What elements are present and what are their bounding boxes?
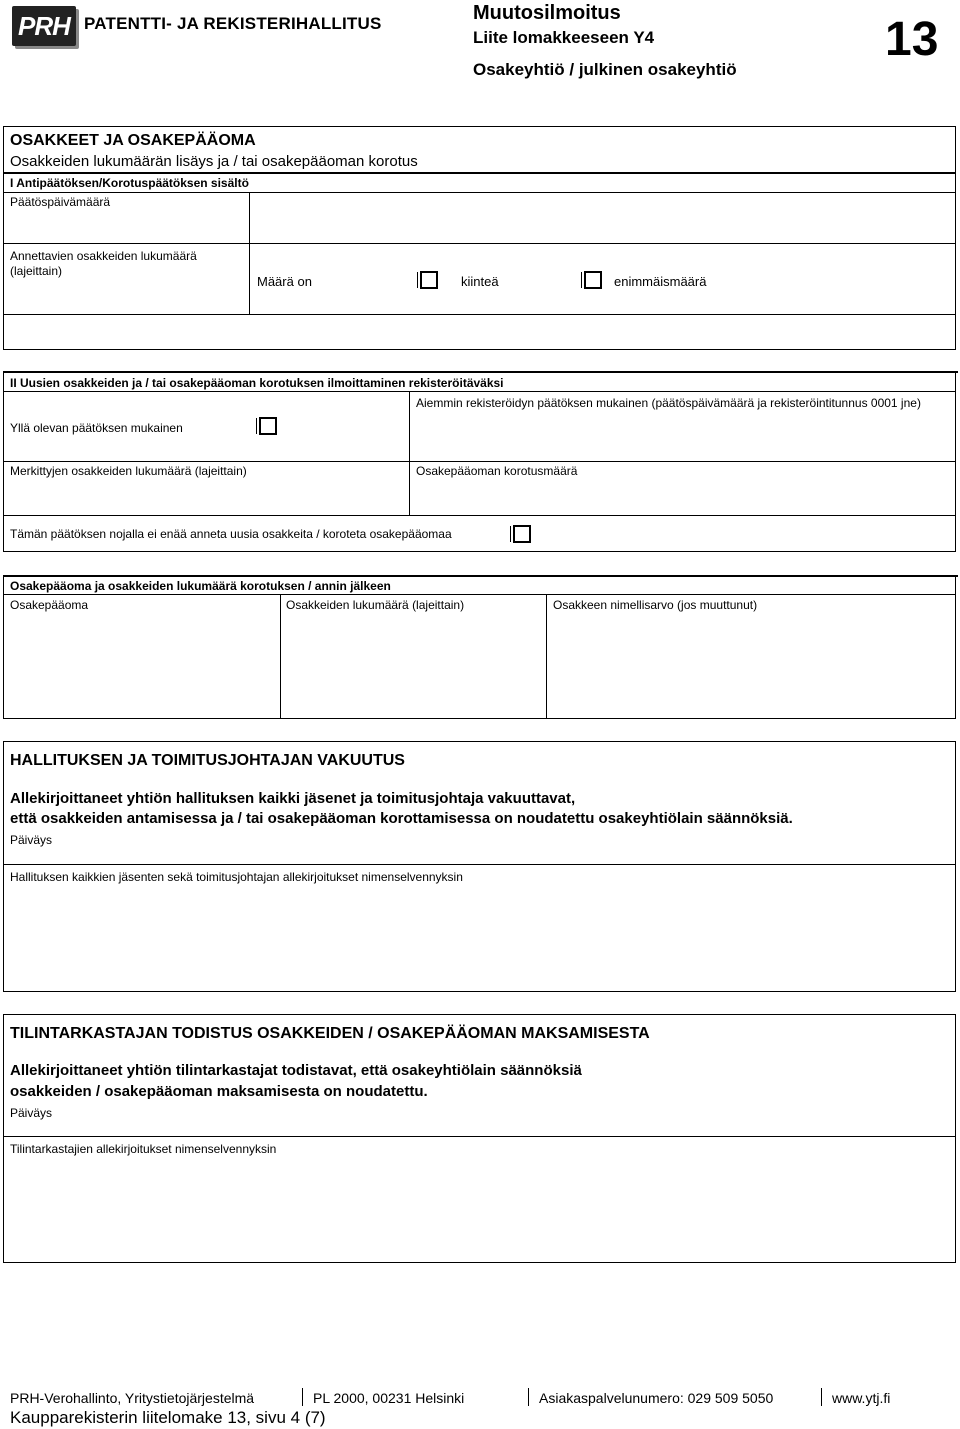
footer-address: PL 2000, 00231 Helsinki — [313, 1390, 465, 1406]
form-title: Muutosilmoitus — [473, 2, 621, 24]
divider — [546, 594, 547, 719]
divider — [280, 594, 281, 719]
auditor-date-label: Päiväys — [10, 1106, 53, 1120]
auditor-statement-line1: Allekirjoittaneet yhtiön tilintarkastajat todistavat, että osakeyhtiölain säännöksiä — [10, 1062, 582, 1079]
increase-amount-label: Osakepääoman korotusmäärä — [416, 464, 578, 478]
board-statement-line2: että osakkeiden antamisessa ja / tai osakepääoman korottamisessa on noudatettu osakeyhtiölain säännöksiä. — [10, 810, 793, 827]
fixed-checkbox[interactable] — [420, 271, 438, 289]
board-declaration-box — [3, 741, 956, 992]
divider — [3, 243, 956, 244]
per-above-checkbox[interactable] — [259, 417, 277, 435]
divider — [821, 1388, 822, 1406]
max-amount-checkbox[interactable] — [584, 271, 602, 289]
auditor-certificate-box — [3, 1014, 956, 1263]
shares-to-issue-label: Annettavien osakkeiden lukumäärä (lajeittain) — [10, 249, 197, 278]
divider — [3, 192, 956, 193]
divider — [3, 594, 956, 595]
footer-page-info: Kaupparekisterin liitelomake 13, sivu 4 (7) — [10, 1408, 326, 1427]
section-shares-title: OSAKKEET JA OSAKEPÄÄOMA — [10, 132, 256, 149]
col-share-capital: Osakepääoma — [10, 598, 89, 612]
divider — [249, 192, 250, 314]
divider — [3, 864, 956, 865]
divider — [3, 1136, 956, 1137]
max-amount-label: enimmäismäärä — [614, 274, 707, 289]
divider — [3, 515, 956, 516]
part2-heading: II Uusien osakkeiden ja / tai osakepääoman korotuksen ilmoittaminen rekisteröitäväksi — [10, 376, 504, 390]
divider — [3, 461, 956, 462]
no-more-shares-label: Tämän päätöksen nojalla ei enää anneta uusia osakkeita / koroteta osakepääomaa — [10, 527, 452, 541]
board-statement-line1: Allekirjoittaneet yhtiön hallituksen kaikki jäsenet ja toimitusjohtaja vakuuttavat, — [10, 790, 576, 807]
amount-is-label: Määrä on — [257, 274, 312, 289]
form-number: 13 — [885, 13, 939, 66]
col-nominal-value: Osakkeen nimellisarvo (jos muuttunut) — [553, 598, 758, 612]
section-shares-subtitle: Osakkeiden lukumäärän lisäys ja / tai osakepääoman korotus — [10, 153, 418, 170]
divider — [302, 1388, 303, 1406]
footer-org: PRH-Verohallinto, Yritystietojärjestelmä — [10, 1390, 255, 1406]
decision-date-field[interactable] — [251, 194, 954, 242]
footer-phone: Asiakaspalvelunumero: 029 509 5050 — [539, 1390, 774, 1406]
per-above-label: Yllä olevan päätöksen mukainen — [10, 421, 183, 435]
after-increase-heading: Osakepääoma ja osakkeiden lukumäärä korotuksen / annin jälkeen — [10, 579, 391, 593]
subscribed-shares-label: Merkittyjen osakkeiden lukumäärä (lajeittain) — [10, 464, 247, 478]
divider — [3, 314, 956, 315]
org-name: PATENTTI- JA REKISTERIHALLITUS — [84, 14, 382, 33]
divider — [3, 391, 956, 392]
per-earlier-field[interactable] — [412, 430, 954, 460]
board-declaration-title: HALLITUKSEN JA TOIMITUSJOHTAJAN VAKUUTUS — [10, 752, 405, 769]
prh-logo: PRH — [12, 6, 76, 46]
auditor-certificate-title: TILINTARKASTAJAN TODISTUS OSAKKEIDEN / OSAKEPÄÄOMAN MAKSAMISESTA — [10, 1025, 650, 1042]
auditor-signatures-label: Tilintarkastajien allekirjoitukset nimenselvennyksin — [10, 1142, 277, 1156]
footer-web-link[interactable]: www.ytj.fi — [832, 1390, 891, 1406]
form-subtitle: Liite lomakkeeseen Y4 — [473, 28, 655, 47]
divider — [409, 391, 410, 515]
no-more-shares-checkbox[interactable] — [513, 525, 531, 543]
board-date-label: Päiväys — [10, 833, 53, 847]
fixed-label: kiinteä — [461, 274, 499, 289]
part1-heading: I Antipäätöksen/Korotuspäätöksen sisältö — [10, 176, 249, 190]
decision-date-label: Päätöspäivämäärä — [10, 195, 111, 209]
company-type: Osakeyhtiö / julkinen osakeyhtiö — [473, 60, 737, 79]
per-earlier-label: Aiemmin rekisteröidyn päätöksen mukainen (päätöspäivämäärä ja rekisteröintitunnus 0001 jne) — [416, 396, 921, 410]
divider — [3, 172, 956, 174]
divider — [528, 1388, 529, 1406]
divider — [3, 575, 958, 577]
col-number-of-shares: Osakkeiden lukumäärä (lajeittain) — [286, 598, 465, 612]
auditor-statement-line2: osakkeiden / osakepääoman maksamisesta on noudatettu. — [10, 1083, 428, 1100]
after-increase-box — [3, 576, 956, 719]
divider — [3, 371, 958, 373]
board-signatures-label: Hallituksen kaikkien jäsenten sekä toimitusjohtajan allekirjoitukset nimenselvennyksin — [10, 870, 463, 884]
